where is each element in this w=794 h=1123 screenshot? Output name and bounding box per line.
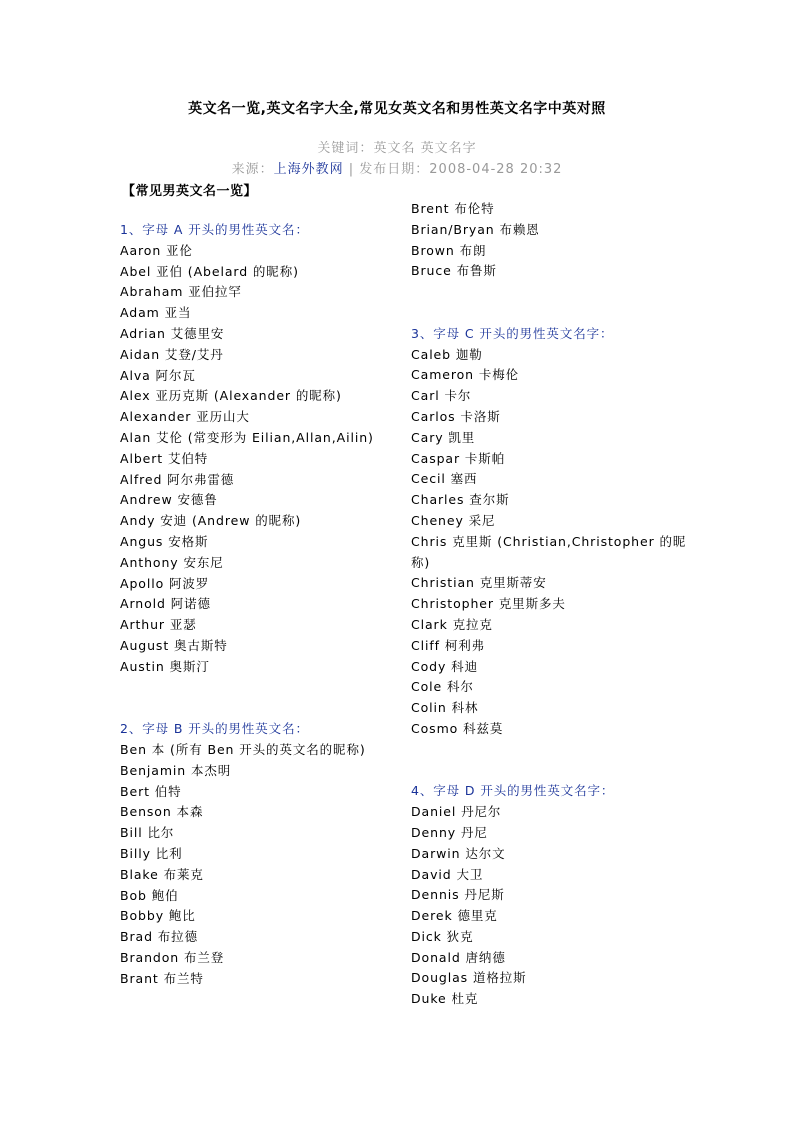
left-column [120, 220, 400, 989]
name-entry: Anthony 安东尼 [120, 554, 224, 570]
name-entry: Brent 布伦特 [411, 201, 495, 216]
name-entry: Cameron 卡梅伦 [411, 367, 520, 383]
name-entry: Donald 唐纳德 [411, 949, 506, 965]
name-entry: Bill 比尔 [120, 825, 175, 841]
name-entry: Cecil 塞西 [411, 471, 478, 487]
spacer [120, 678, 400, 699]
source-link[interactable]: 上海外教网 [273, 162, 344, 177]
name-entry: Austin 奥斯汀 [120, 658, 210, 674]
name-entry: Cheney 采尼 [411, 512, 496, 528]
name-entry: Carlos 卡洛斯 [411, 408, 501, 424]
letter-heading: 2、字母 B 开头的男性英文名： [120, 721, 309, 737]
keywords-line [0, 137, 794, 156]
name-entry: David 大卫 [411, 866, 484, 882]
name-entry: Andrew 安德鲁 [120, 492, 218, 508]
name-entry: Darwin 达尔文 [411, 845, 506, 861]
spacer [411, 761, 691, 782]
name-entry: Bert 伯特 [120, 783, 182, 799]
name-entry: Arnold 阿诺德 [120, 596, 211, 612]
source-label: 来源： [231, 162, 274, 177]
name-entry: Apollo 阿波罗 [120, 575, 210, 591]
name-entry: Bruce 布鲁斯 [411, 263, 497, 279]
name-entry: Angus 安格斯 [120, 533, 209, 549]
name-entry: Ben 本 (所有 Ben 开头的英文名的昵称) [120, 741, 366, 757]
name-entry: Dick 狄克 [411, 928, 474, 944]
letter-heading: 1、字母 A 开头的男性英文名： [120, 222, 309, 237]
name-entry: Abraham 亚伯拉罕 [120, 284, 242, 300]
name-entry: Bobby 鲍比 [120, 908, 196, 924]
name-entry: Albert 艾伯特 [120, 450, 209, 466]
name-entry: Adam 亚当 [120, 305, 192, 321]
letter-heading: 3、字母 C 开头的男性英文名字： [411, 325, 614, 341]
keywords-value: 英文名 英文名字 [373, 141, 477, 156]
name-entry: Billy 比利 [120, 845, 183, 861]
name-entry: Aidan 艾登/艾丹 [120, 346, 224, 362]
name-entry: Cosmo 科兹莫 [411, 720, 504, 736]
name-entry: Cody 科迪 [411, 658, 478, 674]
name-entry: Clark 克拉克 [411, 616, 493, 632]
name-entry: Colin 科林 [411, 700, 479, 716]
name-entry: Christian 克里斯蒂安 [411, 575, 547, 591]
name-entry: Benson 本森 [120, 804, 204, 820]
name-entry: Douglas 道格拉斯 [411, 970, 527, 986]
keywords-label: 关键词： [317, 141, 374, 156]
name-entry: Brown 布朗 [411, 242, 487, 258]
name-entry: Alan 艾伦 (常变形为 Eilian,Allan,Ailin) [120, 429, 374, 445]
letter-heading: 4、字母 D 开头的男性英文名字： [411, 783, 615, 799]
name-entry: Chris 克里斯 (Christian,Christopher 的昵称) [411, 533, 687, 570]
name-entry: Brad 布拉德 [120, 929, 198, 945]
page-title: 英文名一览,英文名字大全,常见女英文名和男性英文名字中英对照 [188, 101, 606, 117]
name-entry: Daniel 丹尼尔 [411, 804, 502, 820]
date-label: 发布日期： [359, 162, 430, 177]
name-entry: Caspar 卡斯帕 [411, 450, 506, 466]
spacer [411, 740, 691, 761]
name-entry: Caleb 迦勒 [411, 346, 483, 362]
name-entry: Brian/Bryan 布赖恩 [411, 221, 540, 237]
name-entry: Carl 卡尔 [411, 388, 472, 404]
name-entry: Alex 亚历克斯 (Alexander 的昵称) [120, 388, 342, 404]
section-heading: 【常见男英文名一览】 [122, 184, 258, 199]
name-entry: Alfred 阿尔弗雷德 [120, 471, 235, 487]
name-entry: Cliff 柯利弗 [411, 637, 486, 653]
name-entry: Arthur 亚瑟 [120, 617, 197, 633]
name-entry: Brandon 布兰登 [120, 949, 225, 965]
name-entry: Christopher 克里斯多夫 [411, 596, 566, 612]
name-entry: Alva 阿尔瓦 [120, 367, 196, 383]
spacer [120, 698, 400, 719]
name-entry: Blake 布莱克 [120, 866, 204, 882]
name-entry: Adrian 艾德里安 [120, 325, 225, 341]
name-entry: Charles 查尔斯 [411, 492, 510, 508]
name-entry: Bob 鲍伯 [120, 887, 179, 903]
name-entry: Brant 布兰特 [120, 970, 204, 986]
right-column [411, 199, 691, 1010]
name-entry: Alexander 亚历山大 [120, 409, 250, 425]
name-entry: Dennis 丹尼斯 [411, 887, 505, 903]
name-entry: Denny 丹尼 [411, 824, 488, 840]
source-line [0, 158, 794, 177]
name-entry: Aaron 亚伦 [120, 242, 193, 258]
name-entry: August 奥古斯特 [120, 637, 228, 653]
separator: | [348, 162, 355, 177]
name-entry: Duke 杜克 [411, 991, 479, 1007]
date-value: 2008-04-28 20:32 [429, 162, 563, 177]
name-entry: Andy 安迪 (Andrew 的昵称) [120, 513, 302, 529]
name-entry: Cole 科尔 [411, 679, 474, 695]
name-entry: Benjamin 本杰明 [120, 762, 232, 778]
spacer [411, 303, 691, 324]
spacer [411, 282, 691, 303]
name-entry: Cary 凯里 [411, 429, 476, 445]
name-entry: Derek 德里克 [411, 908, 498, 924]
name-entry: Abel 亚伯 (Abelard 的昵称) [120, 263, 299, 279]
